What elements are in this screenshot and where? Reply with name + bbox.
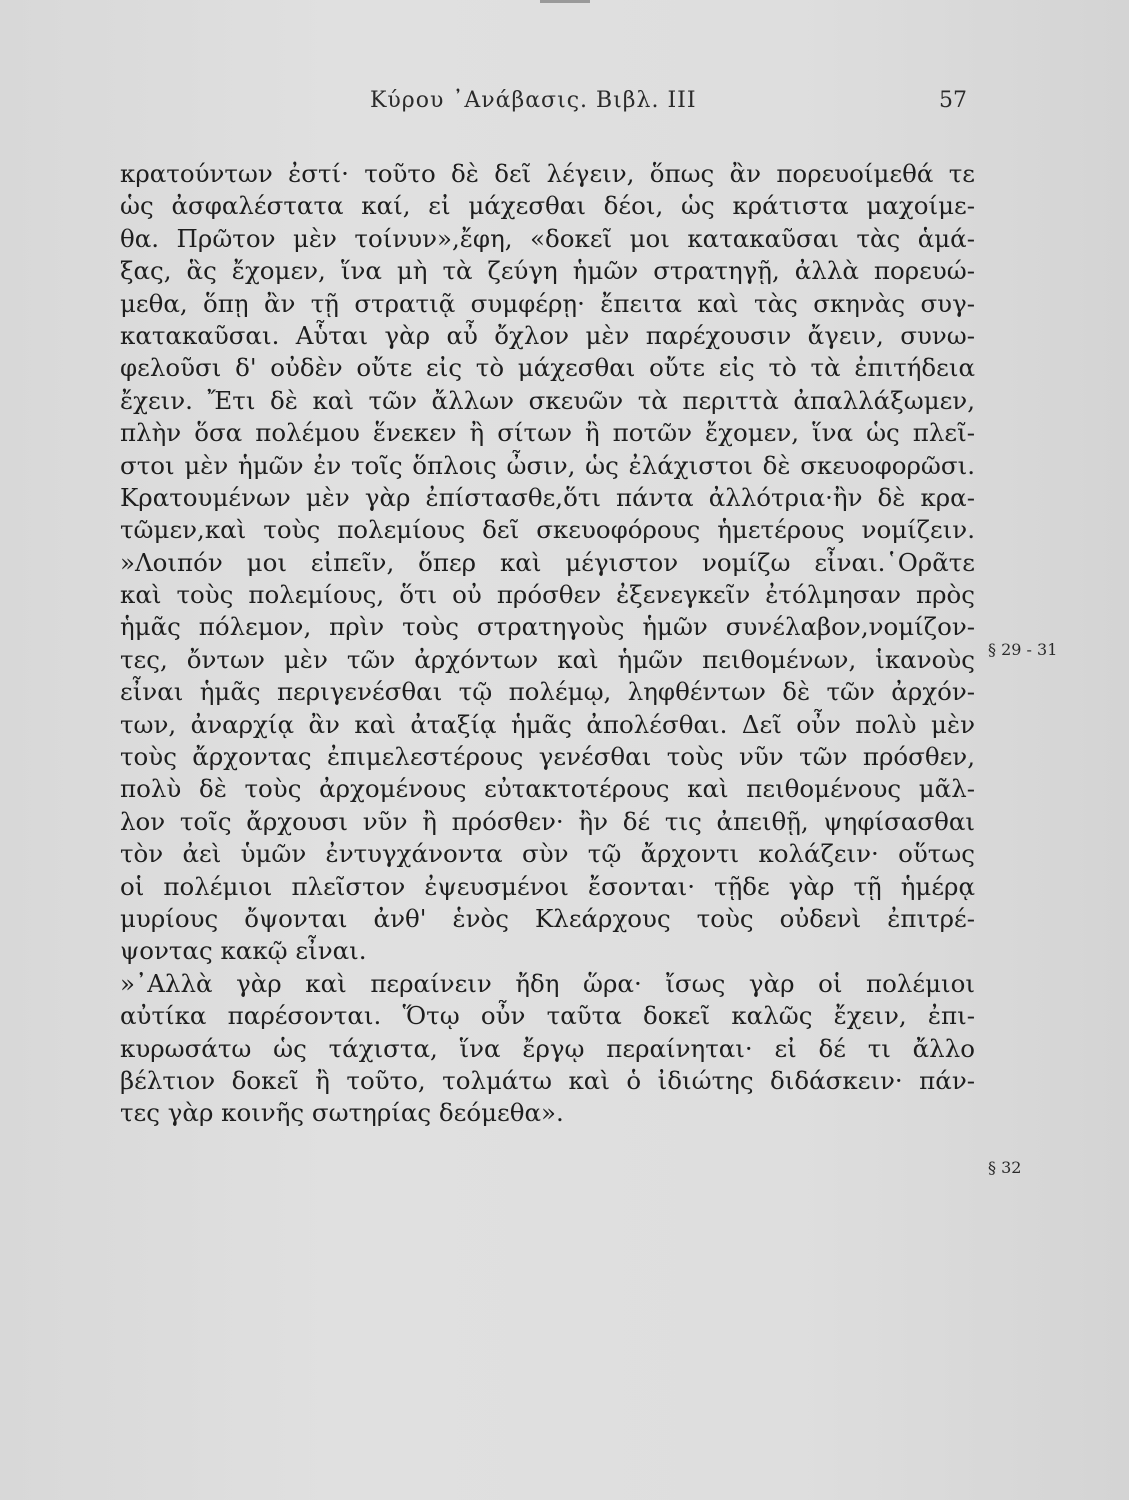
text-line: των, ἀναρχίᾳ ἂν καὶ ἀταξίᾳ ἡμᾶς ἀπολέσθαι. Δεῖ οὖν πολὺ μὲν xyxy=(120,709,975,739)
text-line: τες, ὄντων μὲν τῶν ἀρχόντων καὶ ἡμῶν πειθομένων, ἱκανοὺς xyxy=(120,644,975,674)
text-line: ψοντας κακῷ εἶναι. xyxy=(120,936,367,966)
margin-section-note: § 32 xyxy=(988,1158,1022,1177)
text-line: τῶμεν,καὶ τοὺς πολεμίους δεῖ σκευοφόρους ἡμετέρους νομίζειν. xyxy=(120,515,975,545)
text-line: τὸν ἀεὶ ὑμῶν ἐντυγχάνοντα σὺν τῷ ἄρχοντι κολάζειν· οὕτως xyxy=(120,839,975,869)
page-top-mark xyxy=(540,0,590,3)
margin-section-note: § 29 - 31 xyxy=(988,640,1058,659)
text-line: ξας, ἃς ἔχομεν, ἵνα μὴ τὰ ζεύγη ἡμῶν στρατηγῇ, ἀλλὰ πορευώ- xyxy=(120,256,975,286)
text-line: τοὺς ἄρχοντας ἐπιμελεστέρους γενέσθαι τοὺς νῦν τῶν πρόσθεν, xyxy=(120,742,975,772)
text-line: ἔχειν. Ἔτι δὲ καὶ τῶν ἄλλων σκευῶν τὰ περιττὰ ἀπαλλάξωμεν, xyxy=(120,385,975,415)
text-line: »᾿Αλλὰ γὰρ καὶ περαίνειν ἤδη ὥρα· ἴσως γὰρ οἱ πολέμιοι xyxy=(120,968,975,998)
text-line: βέλτιον δοκεῖ ἢ τοῦτο, τολμάτω καὶ ὁ ἰδιώτης διδάσκειν· πάν- xyxy=(120,1065,975,1095)
text-line: κρατούντων ἐστί· τοῦτο δὲ δεῖ λέγειν, ὅπως ἂν πορευοίμεθά τε xyxy=(120,159,975,188)
text-line: αὐτίκα παρέσονται. Ὅτῳ οὖν ταῦτα δοκεῖ καλῶς ἔχειν, ἐπι- xyxy=(120,1001,975,1031)
text-line: λον τοῖς ἄρχουσι νῦν ἢ πρόσθεν· ἢν δέ τις ἀπειθῇ, ψηφίσασθαι xyxy=(120,806,975,836)
text-line: τες γὰρ κοινῆς σωτηρίας δεόμεθα». xyxy=(120,1098,564,1128)
text-line: Κρατουμένων μὲν γὰρ ἐπίστασθε,ὅτι πάντα ἀλλότρια·ἢν δὲ κρα- xyxy=(120,482,975,512)
text-line: εἶναι ἡμᾶς περιγενέσθαι τῷ πολέμῳ, ληφθέντων δὲ τῶν ἀρχόν- xyxy=(120,677,975,707)
text-line: μεθα, ὅπῃ ἂν τῇ στρατιᾷ συμφέρῃ· ἔπειτα καὶ τὰς σκηνὰς συγ- xyxy=(120,288,975,318)
text-line: ὡς ἀσφαλέστατα καί, εἰ μάχεσθαι δέοι, ὡς κράτιστα μαχοίμε- xyxy=(120,191,975,221)
text-line: »Λοιπόν μοι εἰπεῖν, ὅπερ καὶ μέγιστον νομίζω εἶναι.῾Ορᾶτε xyxy=(120,547,975,577)
text-line: στοι μὲν ἡμῶν ἐν τοῖς ὅπλοις ὦσιν, ὡς ἐλάχιστοι δὲ σκευοφορῶσι. xyxy=(120,450,975,480)
text-line: πολὺ δὲ τοὺς ἀρχομένους εὐτακτοτέρους καὶ πειθομένους μᾶλ- xyxy=(120,774,975,804)
running-head: Κύρου ᾿Ανάβασις. Βιβλ. III xyxy=(370,88,697,113)
text-line: θα. Πρῶτον μὲν τοίνυν»,ἔφη, «δοκεῖ μοι κατακαῦσαι τὰς ἁμά- xyxy=(120,223,975,253)
text-line: πλὴν ὅσα πολέμου ἕνεκεν ἢ σίτων ἢ ποτῶν ἔχομεν, ἵνα ὡς πλεῖ- xyxy=(120,418,975,448)
text-line: ἡμᾶς πόλεμον, πρὶν τοὺς στρατηγοὺς ἡμῶν συνέλαβον,νομίζον- xyxy=(120,612,975,642)
text-line: φελοῦσι δ' οὐδὲν οὔτε εἰς τὸ μάχεσθαι οὔτε εἰς τὸ τὰ ἐπιτήδεια xyxy=(120,353,975,383)
text-line: μυρίους ὄψονται ἀνθ' ἑνὸς Κλεάρχους τοὺς οὐδενὶ ἐπιτρέ- xyxy=(120,903,975,933)
body-text xyxy=(120,158,975,1130)
text-line: οἱ πολέμιοι πλεῖστον ἐψευσμένοι ἔσονται· τῇδε γὰρ τῇ ἡμέρᾳ xyxy=(120,871,975,901)
text-line: καὶ τοὺς πολεμίους, ὅτι οὐ πρόσθεν ἐξενεγκεῖν ἐτόλμησαν πρὸς xyxy=(120,580,975,610)
text-line: κατακαῦσαι. Αὗται γὰρ αὖ ὄχλον μὲν παρέχουσιν ἄγειν, συνω- xyxy=(120,320,975,350)
text-line: κυρωσάτω ὡς τάχιστα, ἵνα ἔργῳ περαίνηται· εἰ δέ τι ἄλλο xyxy=(120,1033,975,1063)
page-number: 57 xyxy=(939,88,967,113)
